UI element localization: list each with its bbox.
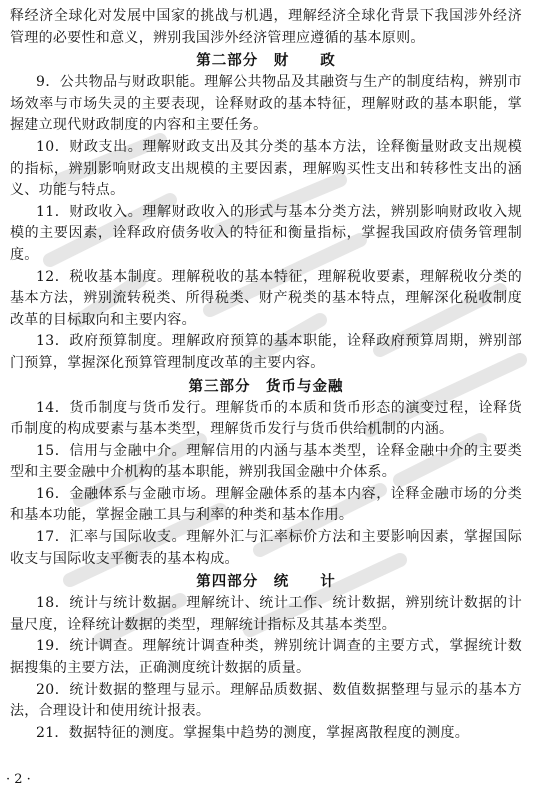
item-paragraph: 21．数据特征的测度。掌握集中趋势的测度，掌握离散程度的测度。 (36, 724, 470, 741)
intro-paragraph: 释经济全球化对发展中国家的挑战与机遇，理解经济全球化背景下我国涉外经济管理的必要性和意义，辨别我国涉外经济管理应遵循的基本原则。 (10, 8, 522, 46)
document-page (10, 6, 522, 744)
item-paragraph: 11．财政收入。理解财政收入的形式与基本分类方法，辨别影响财政收入规模的主要因素，诠释政府债务收入的特征和衡量指标，掌握我国政府债务管理制度。 (10, 203, 522, 263)
section-heading: 第四部分 统 计 (196, 573, 336, 591)
item-paragraph: 15．信用与金融中介。理解信用的内涵与基本类型，诠释金融中介的主要类型和主要金融中介机构的基本职能，辨别我国金融中介体系。 (10, 442, 522, 481)
section-part-two (10, 49, 522, 374)
item-paragraph: 20．统计数据的整理与显示。理解品质数据、数值数据整理与显示的基本方法，合理设计和使用统计报表。 (10, 681, 522, 720)
page-number: · 2 · (6, 772, 31, 787)
item-paragraph: 13．政府预算制度。理解政府预算的基本职能，诠释政府预算周期，辨别部门预算，掌握深化预算管理制度改革的主要内容。 (10, 333, 522, 371)
item-paragraph: 16．金融体系与金融市场。理解金融体系的基本内容，诠释金融市场的分类和基本功能，掌握金融工具与利率的种类和基本作用。 (10, 485, 522, 524)
item-paragraph: 19．统计调查。理解统计调查种类，辨别统计调查的主要方式，掌握统计数据搜集的主要方法，正确测度统计数据的质量。 (10, 638, 522, 677)
section-heading: 第三部分 货币与金融 (188, 377, 344, 395)
item-paragraph: 18．统计与统计数据。理解统计、统计工作、统计数据，辨别统计数据的计量尺度，诠释统计数据的类型，理解统计指标及其基本类型。 (10, 595, 522, 633)
section-heading: 第二部分 财 政 (196, 52, 336, 70)
item-paragraph: 10．财政支出。理解财政支出及其分类的基本方法，诠释衡量财政支出规模的指标，辨别影响财政支出规模的主要因素，理解购买性支出和转移性支出的涵义、功能与特点。 (10, 138, 522, 199)
item-paragraph: 9．公共物品与财政职能。理解公共物品及其融资与生产的制度结构，辨别市场效率与市场失灵的主要表现，诠释财政的基本特征，理解财政的基本职能，掌握建立现代财政制度的内容和主要任务。 (10, 74, 522, 134)
section-part-four (10, 570, 522, 744)
item-paragraph: 14．货币制度与货币发行。理解货币的本质和货币形态的演变过程，诠释货币制度的构成要素与基本类型，理解货币发行与货币供给机制的内涵。 (10, 399, 522, 438)
section-part-three (10, 375, 522, 571)
item-paragraph: 12．税收基本制度。理解税收的基本特征，理解税收要素，理解税收分类的基本方法，辨别流转税类、所得税类、财产税类的基本特点，理解深化税收制度改革的目标取向和主要内容。 (10, 268, 522, 328)
item-paragraph: 17．汇率与国际收支。理解外汇与汇率标价方法和主要影响因素，掌握国际收支与国际收支平衡表的基本构成。 (10, 529, 522, 567)
